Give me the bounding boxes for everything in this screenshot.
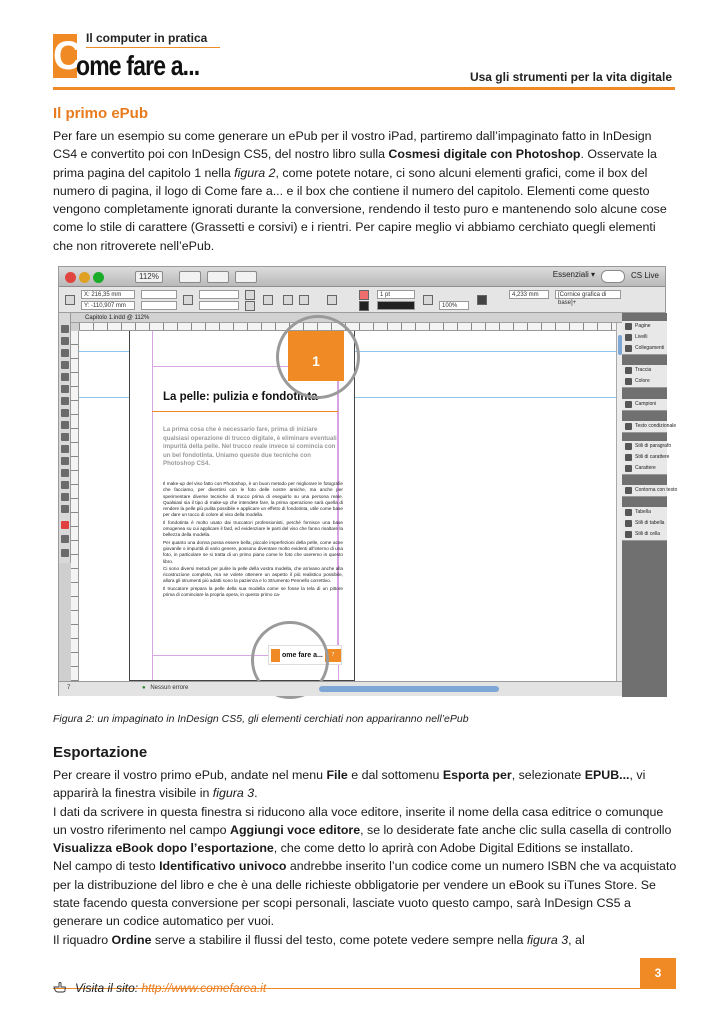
cs-live-button[interactable]: CS Live xyxy=(630,271,659,280)
color-icon xyxy=(625,378,632,385)
scissors-tool-icon[interactable] xyxy=(61,433,69,441)
y-position-field[interactable]: Y: -110,907 mm xyxy=(81,301,135,310)
panel-label: Tabella xyxy=(635,509,651,515)
panel-group xyxy=(622,321,667,355)
text-run: Per creare il vostro primo ePub, andate nel menu xyxy=(53,768,327,782)
panel-label: Pagine xyxy=(635,323,651,329)
panel-label: Stili di tabella xyxy=(635,520,665,526)
page-heading: La pelle: pulizia e fondotinta xyxy=(163,391,318,403)
pointing-hand-icon xyxy=(53,981,67,993)
panel-group xyxy=(622,421,677,433)
search-input[interactable] xyxy=(601,270,625,283)
tools-panel xyxy=(59,313,71,563)
panel-item[interactable] xyxy=(622,365,667,376)
panel-label: Stili di paragrafo xyxy=(635,443,672,449)
table-styles-icon xyxy=(625,520,632,527)
section-esportazione xyxy=(53,743,678,949)
eyedropper-tool-icon[interactable] xyxy=(61,481,69,489)
corner-size-field[interactable]: 4,233 mm xyxy=(509,290,549,299)
constrain-icon[interactable] xyxy=(183,295,193,305)
page-intro: La prima cosa che è necessario fare, prima di iniziare qualsiasi operazione di trucco digitale, è eliminare eventuali impurità della pelle. Nel trucco reale invece si comincia con un bel fondotinta. Uniamo queste due tecniche con Photoshop CS4. xyxy=(163,426,337,468)
highlight-circle xyxy=(276,315,360,399)
height-field[interactable] xyxy=(141,301,177,310)
zoom-icon[interactable] xyxy=(93,272,104,283)
text-run: . Osservate la prima pagina del capitolo 1 nella xyxy=(53,147,657,180)
text-bold: Cosmesi digitale con Photoshop xyxy=(388,147,581,162)
panel-item[interactable] xyxy=(622,376,667,387)
swatches-icon xyxy=(625,401,632,408)
pencil-tool-icon[interactable] xyxy=(61,397,69,405)
note-tool-icon[interactable] xyxy=(61,469,69,477)
view-options-icon[interactable] xyxy=(179,271,201,283)
hand-tool-icon[interactable] xyxy=(61,493,69,501)
footer-page-number: 7 xyxy=(325,649,341,662)
header-tagline: Usa gli strumenti per la vita digitale xyxy=(469,70,672,84)
text-italic: figura 3 xyxy=(212,786,255,801)
type-tool-icon[interactable] xyxy=(61,361,69,369)
page-paragraph: Il make-up del viso fatto con Photoshop, è un buon metodo per migliorare le fotografie che facciamo, per divertirsi con le foto delle nostre amiche, ma anche per sperimentare diverse tecniche di trucco prima di eseguirlo su una persona reale. Qualsiasi sia il tipo di make-up che intendete fare, la prima operazione sarà quella di rendere la pelle più pulita possibile e applicare un effetto di fondotinta, utile come base per dare un tocco di colore al viso della modella. xyxy=(163,481,343,518)
preflight-status[interactable]: Nessun errore xyxy=(150,685,189,691)
section-title: Esportazione xyxy=(53,744,148,761)
stroke-weight-field[interactable]: 1 pt xyxy=(377,290,415,299)
panel-item[interactable] xyxy=(622,463,667,474)
heading-rule xyxy=(152,411,338,412)
panel-label: Contorna con testo xyxy=(635,487,678,493)
panel-label: Stili di cella xyxy=(635,531,661,537)
panel-group xyxy=(622,507,667,541)
text-bold: Esporta per xyxy=(442,768,512,782)
panel-item[interactable] xyxy=(622,321,667,332)
panel-group xyxy=(622,485,678,497)
text-run: e dal sottomenu xyxy=(347,768,443,782)
logo-subtitle: Il computer in pratica xyxy=(86,31,208,45)
panel-label: Colore xyxy=(635,378,650,384)
text-run: , al xyxy=(568,932,585,947)
indesign-screenshot xyxy=(58,266,678,696)
cell-styles-icon xyxy=(625,531,632,538)
panel-label: Traccia xyxy=(635,367,652,373)
apply-color-icon[interactable] xyxy=(61,535,69,543)
pasteboard xyxy=(79,331,616,681)
panels-dock xyxy=(622,313,678,697)
scale-y-field[interactable] xyxy=(199,301,239,310)
text-run: Per fare un esempio su come generare un ePub per il vostro iPad, partiremo dall’impaginato fatto in InDesign CS4 e convertito poi con InDesign CS5, del nostro libro sulla xyxy=(53,129,652,162)
panel-item[interactable] xyxy=(622,441,672,452)
zoom-select[interactable]: 112% xyxy=(135,271,163,283)
panel-label: Carattere xyxy=(635,465,656,471)
text-run: , che come detto lo aprirà con Adobe Digital Editions se installato. xyxy=(273,841,634,856)
panel-item[interactable] xyxy=(622,529,667,540)
selection-tool-icon[interactable] xyxy=(61,325,69,333)
text-wrap-icon xyxy=(625,487,632,494)
zoom-tool-icon[interactable] xyxy=(61,505,69,513)
text-run: , selezionate xyxy=(511,768,585,782)
logo-letter: C xyxy=(53,34,82,78)
width-field[interactable] xyxy=(141,290,177,299)
scale-x-field[interactable] xyxy=(199,290,239,299)
control-panel xyxy=(59,287,665,313)
fill-stroke-icon[interactable] xyxy=(61,521,69,529)
opacity-field[interactable]: 100% xyxy=(439,301,469,310)
paragraph-icon[interactable] xyxy=(327,295,337,305)
section-paragraph xyxy=(53,127,678,255)
links-icon xyxy=(625,345,632,352)
text-italic: figura 2 xyxy=(234,165,276,180)
x-position-field[interactable]: X: 216,35 mm xyxy=(81,290,135,299)
page-paragraph: Il truccatore prepara la pelle della sua modella come se fosse la tela di un pittore prima di cominciare la propria opera, in questo primo ca- xyxy=(163,585,343,598)
preflight-status-icon: ● xyxy=(142,685,146,691)
stroke-swatch-icon[interactable] xyxy=(359,301,369,311)
workspace-switcher[interactable]: Essenziali ▾ xyxy=(552,270,595,279)
free-transform-tool-icon[interactable] xyxy=(61,445,69,453)
close-icon[interactable] xyxy=(65,272,76,283)
document-tab[interactable]: Capitolo 1.indd @ 112% xyxy=(71,313,631,323)
figure-caption: Figura 2: un impaginato in InDesign CS5, gli elementi cerchiati non appariranno nell’ePub xyxy=(53,713,469,725)
fill-swatch-icon[interactable] xyxy=(359,290,369,300)
text-run: Nel campo di testo xyxy=(53,859,160,874)
text-italic: figura 3 xyxy=(526,932,569,947)
screen-mode-icon[interactable] xyxy=(207,271,229,283)
panel-item[interactable] xyxy=(622,332,667,343)
panel-item[interactable] xyxy=(622,507,667,518)
text-bold: EPUB... xyxy=(584,768,630,782)
view-mode-icon[interactable] xyxy=(61,549,69,557)
table-icon xyxy=(625,509,632,516)
footer-site-link[interactable]: http://www.comefarea.it xyxy=(141,981,267,995)
text-run: , se lo desiderate fate anche clic sulla casella di controllo xyxy=(360,822,672,837)
text-run: , come potete notare, ci sono alcuni elementi grafici, come il box del numero di pagina, il logo di Come fare a... e il box che contiene il numero del capitolo. Elementi come questo vengono completamente ignorati durante la conversione, rendendo il testo puro e mantenendo solo alcune cose come lo stile di carattere (Grassetti e corsivi) e i rientri. Per capire meglio vi abbiamo cerchiato quegli elementi che non ritroverete nell’ePub. xyxy=(53,165,667,253)
rectangle-frame-tool-icon[interactable] xyxy=(61,409,69,417)
character-icon xyxy=(625,465,632,472)
text-bold: Ordine xyxy=(111,932,152,947)
panel-item[interactable] xyxy=(622,452,670,463)
panel-item[interactable] xyxy=(622,421,677,432)
page-number-badge: 3 xyxy=(640,958,676,988)
text-run: . xyxy=(254,786,258,801)
gap-tool-icon[interactable] xyxy=(61,349,69,357)
direct-selection-tool-icon[interactable] xyxy=(61,337,69,345)
panel-label: Collegamenti xyxy=(635,345,665,351)
conditional-text-icon xyxy=(625,423,632,430)
section-paragraph xyxy=(53,766,678,949)
text-run: , vi apparirà la finestra visibile in xyxy=(53,768,646,801)
section-title: Il primo ePub xyxy=(53,105,149,122)
layers-icon xyxy=(625,334,632,341)
text-bold: Visualizza eBook dopo l’esportazione xyxy=(53,841,274,856)
panel-group xyxy=(622,441,672,475)
vertical-ruler xyxy=(71,331,79,681)
select-content-icon[interactable] xyxy=(299,295,309,305)
chapter-number: 1 xyxy=(312,353,320,369)
rectangle-tool-icon[interactable] xyxy=(61,421,69,429)
shadow-icon[interactable] xyxy=(477,295,487,305)
page-paragraph: Ci sono diversi metodi per pulire la pelle della vostra modella, che arrivano anche alla ricostruzione completa, ma se volete ottenere un aspetto il più realistico possibile, allora gli strumenti più adatti sono la pazienza e lo Strumento Pennello correttivo. xyxy=(163,565,343,584)
page-body xyxy=(163,481,343,599)
page-paragraph: Per quanto una donna possa essere bella, piccole imperfezioni della pelle, come acne giovanile o impurità di vario genere, possono diventare molto evidenti all’interno di una foto, in particolare se si tratta di un primo piano come le foto che useremo in questo libro. xyxy=(163,539,343,564)
pages-icon xyxy=(625,323,632,330)
effects-icon[interactable] xyxy=(423,295,433,305)
section-primo-epub xyxy=(53,104,678,255)
footer-logo-text: ome fare a... xyxy=(282,652,323,659)
panel-item[interactable] xyxy=(622,518,667,529)
character-styles-icon xyxy=(625,454,632,461)
text-run: andrebbe inserito l’un codice come un numero ISBN che va acquistato per la distribuzione del libro e che è una delle richieste obbligatorie per vendere un eBook su iTunes Store. Se state facendo questa conversione per scopi personali, lasciate vuoto questo campo, sarà InDesign CS5 a generare un codice automatico per vuoi. xyxy=(53,859,677,929)
logo-divider xyxy=(86,47,220,48)
text-run: I dati da scrivere in questa finestra si riducono alla voce editore, inserite il nome della casa editrice o comunque un vostro riferimento nel campo xyxy=(53,804,664,837)
page-number-field[interactable]: 7 xyxy=(67,685,71,691)
logo-title: ome fare a... xyxy=(76,50,200,81)
stroke-type-field[interactable] xyxy=(377,301,415,310)
panel-label: Testo condizionale xyxy=(635,423,677,429)
line-tool-icon[interactable] xyxy=(61,373,69,381)
text-bold: Aggiungi voce editore xyxy=(230,822,361,837)
app-titlebar xyxy=(59,267,665,287)
panel-label: Livelli xyxy=(635,334,648,340)
page-header xyxy=(0,0,728,92)
header-rule xyxy=(53,87,675,90)
pen-tool-icon[interactable] xyxy=(61,385,69,393)
arrange-icon[interactable] xyxy=(235,271,257,283)
text-bold: Identificativo univoco xyxy=(159,859,287,874)
gradient-tool-icon[interactable] xyxy=(61,457,69,465)
panel-label: Campioni xyxy=(635,401,657,407)
object-style-field[interactable]: [Cornice grafica di base]+ xyxy=(555,290,621,299)
panel-item[interactable] xyxy=(622,485,678,496)
panel-group xyxy=(622,399,667,411)
text-bold: File xyxy=(326,768,348,782)
reference-point-icon[interactable] xyxy=(65,295,75,305)
horizontal-scrollbar-thumb[interactable] xyxy=(319,686,499,692)
rotate-icon[interactable] xyxy=(245,290,255,300)
footer-visit-label: Visita il sito: xyxy=(75,981,142,995)
paragraph-styles-icon xyxy=(625,443,632,450)
panel-item[interactable] xyxy=(622,343,667,354)
panel-item[interactable] xyxy=(622,399,667,410)
text-run: Il riquadro xyxy=(53,932,112,947)
flip-icon[interactable] xyxy=(263,295,273,305)
page-footer xyxy=(53,980,266,995)
stroke-icon xyxy=(625,367,632,374)
shear-icon[interactable] xyxy=(245,301,255,311)
page-paragraph: Il fondotinta è molto usato dai truccatori professionisti, perché fornisce una base omogenea su cui applicare il fard, ed evidenziare le parti del viso che fanno risaltare la bellezza della modella. xyxy=(163,519,343,538)
select-container-icon[interactable] xyxy=(283,295,293,305)
panel-label: Stili di carattere xyxy=(635,454,670,460)
minimize-icon[interactable] xyxy=(79,272,90,283)
text-run: serve a stabilire il flussi del testo, come potete vedere sempre nella xyxy=(151,932,527,947)
panel-group xyxy=(622,365,667,388)
status-bar xyxy=(59,681,622,696)
